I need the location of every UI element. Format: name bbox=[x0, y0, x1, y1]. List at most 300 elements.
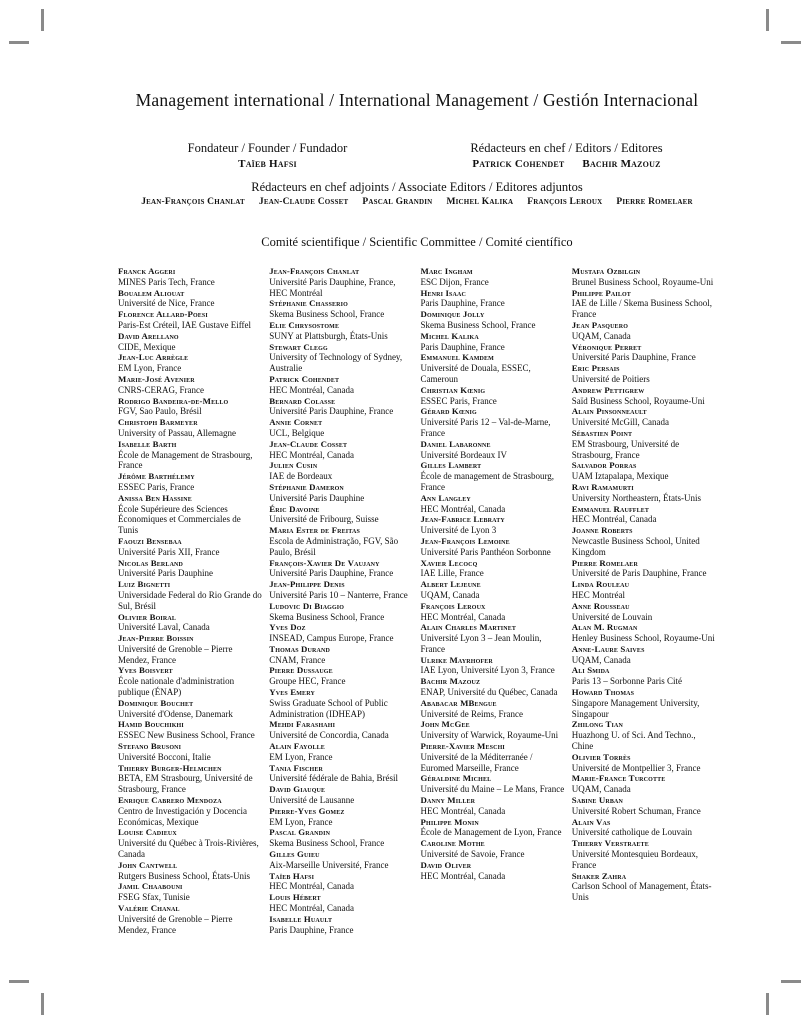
member-name: Jean-Luc Arrègle bbox=[118, 352, 189, 363]
committee-member bbox=[118, 417, 262, 439]
member-affiliation: Paris-Est Créteil, IAE Gustave Eiffel bbox=[118, 319, 252, 330]
committee-member bbox=[118, 471, 262, 493]
committee-member bbox=[269, 741, 413, 763]
committee-member bbox=[421, 795, 565, 817]
committee-member bbox=[269, 914, 413, 936]
member-affiliation: Singapore Management University, Singapour bbox=[571, 697, 700, 719]
crop-mark-bottom-right-horizontal bbox=[781, 980, 801, 983]
member-name: Emmanuel Kamdem bbox=[420, 352, 494, 363]
committee-member bbox=[421, 601, 565, 623]
member-affiliation: Groupe HEC, France bbox=[269, 676, 346, 687]
member-name: Christian Kœnig bbox=[420, 384, 486, 395]
committee-member bbox=[118, 439, 262, 471]
member-affiliation: Paris Dauphine, France bbox=[420, 298, 505, 309]
member-affiliation: Saïd Business School, Royaume-Uni bbox=[571, 395, 705, 406]
committee-member bbox=[421, 676, 565, 698]
committee-heading: Comité scientifique / Scientific Committee / Comité científico bbox=[261, 235, 573, 249]
member-name: Alain Charles Martinet bbox=[420, 622, 517, 633]
committee-member bbox=[572, 719, 716, 751]
member-affiliation: Université Paris Dauphine, France, HEC Montréal bbox=[269, 276, 396, 298]
committee-member bbox=[572, 525, 716, 557]
member-name: Ulrike Mayrhofer bbox=[420, 654, 493, 665]
member-affiliation: École de management de Strasbourg, France bbox=[420, 471, 555, 492]
member-affiliation: SUNY at Plattsburgh, États-Unis bbox=[269, 330, 388, 341]
member-affiliation: Skema Business School, France bbox=[269, 309, 385, 320]
committee-member bbox=[269, 784, 413, 806]
member-affiliation: Université Robert Schuman, France bbox=[571, 805, 701, 816]
member-affiliation: Université Bordeaux IV bbox=[420, 449, 507, 460]
crop-mark-top-left-vertical bbox=[41, 9, 44, 31]
member-affiliation: Université de Louvain bbox=[571, 611, 653, 622]
associate-editors-heading: Rédacteurs en chef adjoints / Associate Editors / Editores adjuntos bbox=[251, 180, 583, 194]
member-affiliation: HEC Montréal, Canada bbox=[420, 870, 506, 881]
member-affiliation: ESSEC Paris, France bbox=[420, 395, 497, 406]
crop-mark-top-right-horizontal bbox=[781, 41, 801, 44]
committee-member bbox=[572, 363, 716, 385]
member-affiliation: Centro de Investigación y Docencia Económicas, Mexique bbox=[118, 805, 247, 827]
committee-member bbox=[269, 665, 413, 687]
member-name: Stéphanie Chasserio bbox=[269, 298, 348, 309]
committee-member bbox=[572, 773, 716, 795]
member-name: Marc Ingham bbox=[420, 266, 473, 276]
committee-column bbox=[118, 266, 262, 935]
member-affiliation: University Northeastern, États-Unis bbox=[571, 492, 701, 503]
committee-member bbox=[269, 601, 413, 623]
committee-member bbox=[572, 558, 716, 580]
member-name: Jamil Chaabouni bbox=[118, 881, 183, 892]
member-affiliation: BETA, EM Strasbourg, Université de Strasbourg, France bbox=[118, 773, 253, 795]
member-name: Jean-François Lemoine bbox=[420, 535, 510, 546]
committee-member bbox=[269, 298, 413, 320]
crop-mark-bottom-left-horizontal bbox=[9, 980, 29, 983]
committee-member bbox=[572, 342, 716, 364]
member-name: Henri Isaac bbox=[420, 287, 466, 298]
committee-member bbox=[118, 633, 262, 665]
member-affiliation: CNAM, France bbox=[269, 654, 326, 665]
member-name: Zhilong Tian bbox=[571, 719, 623, 730]
member-name: Gilles Lambert bbox=[420, 460, 482, 471]
committee-member bbox=[421, 288, 565, 310]
founder-block bbox=[118, 141, 417, 171]
member-affiliation: Université de Nice, France bbox=[118, 298, 215, 309]
member-name: Alain Vas bbox=[571, 816, 611, 827]
member-name: Ludovic Di Biaggio bbox=[269, 600, 345, 611]
member-affiliation: Université Lyon 3 – Jean Moulin, France bbox=[420, 633, 542, 654]
member-affiliation: Université Paris 10 – Nanterre, France bbox=[269, 589, 408, 600]
committee-member bbox=[421, 266, 565, 288]
member-affiliation: UAM Iztapalapa, Mexique bbox=[571, 471, 669, 482]
committee-member bbox=[421, 817, 565, 839]
committee-member bbox=[421, 719, 565, 741]
member-name: Alain Fayolle bbox=[269, 741, 325, 752]
member-name: Enrique Cabrero Mendoza bbox=[118, 795, 222, 806]
member-name: Thierry Burger-Helmchen bbox=[118, 762, 222, 773]
member-affiliation: ESC Dijon, France bbox=[420, 276, 489, 287]
member-name: Daniel Labaronne bbox=[420, 438, 491, 449]
member-name: Howard Thomas bbox=[571, 687, 635, 698]
member-name: Sébastien Point bbox=[571, 427, 633, 438]
member-name: John McGee bbox=[420, 719, 470, 730]
member-name: Pierre-Xavier Meschi bbox=[420, 741, 505, 752]
member-affiliation: Université Paris Dauphine, France bbox=[269, 406, 394, 417]
member-affiliation: École de Management de Strasbourg, France bbox=[118, 449, 253, 471]
member-name: Bernard Colasse bbox=[269, 395, 336, 406]
associate-editors-block bbox=[118, 180, 716, 209]
member-affiliation: Universidade Federal do Rio Grande do Sul, Brésil bbox=[118, 589, 262, 611]
page-content bbox=[118, 90, 716, 935]
committee-member bbox=[269, 525, 413, 557]
member-name: Florence Allard-Poesi bbox=[118, 309, 208, 320]
journal-title: Management international / International Management / Gestión Internacional bbox=[135, 90, 699, 110]
editorial-header-row bbox=[118, 141, 716, 171]
member-name: Elie Chrysostome bbox=[269, 319, 340, 330]
committee-member bbox=[572, 795, 716, 817]
member-affiliation: Université de la Méditerranée / Euromed Marseille, France bbox=[420, 751, 533, 773]
committee-member bbox=[572, 385, 716, 407]
member-affiliation: IAE Lille, France bbox=[420, 568, 484, 579]
member-name: Rodrigo Bandeira-de-Mello bbox=[118, 395, 229, 406]
committee-member bbox=[421, 860, 565, 882]
member-name: Patrick Cohendet bbox=[269, 373, 340, 384]
committee-member bbox=[421, 309, 565, 331]
member-name: Joanne Roberts bbox=[571, 525, 633, 536]
member-affiliation: Université McGill, Canada bbox=[571, 417, 669, 428]
member-affiliation: Brunel Business School, Royaume-Uni bbox=[571, 276, 714, 287]
member-affiliation: Université Montesquieu Bordeaux, France bbox=[571, 849, 698, 870]
associate-editor-name: Pierre Romelaer bbox=[616, 197, 693, 207]
committee-member bbox=[421, 514, 565, 536]
committee-member bbox=[118, 536, 262, 558]
member-name: Shaker Zahra bbox=[571, 870, 627, 881]
member-affiliation: Université de Grenoble – Pierre Mendez, France bbox=[118, 913, 233, 935]
member-affiliation: Escola de Administração, FGV, São Paulo, Brésil bbox=[269, 535, 399, 557]
committee-member bbox=[421, 622, 565, 654]
member-name: Caroline Mothe bbox=[420, 838, 485, 849]
member-affiliation: HEC Montréal, Canada bbox=[420, 805, 506, 816]
committee-member bbox=[118, 795, 262, 827]
member-affiliation: Université de Paris Dauphine, France bbox=[571, 568, 707, 579]
member-name: Taïeb Hafsi bbox=[269, 870, 315, 881]
committee-member bbox=[572, 482, 716, 504]
member-affiliation: ENAP, Université du Québec, Canada bbox=[420, 687, 558, 698]
member-affiliation: Université de Savoie, France bbox=[420, 849, 525, 860]
committee-member bbox=[118, 288, 262, 310]
committee-member bbox=[421, 741, 565, 773]
member-name: Bachir Mazouz bbox=[420, 676, 481, 687]
founder-heading: Fondateur / Founder / Fundador bbox=[187, 141, 348, 155]
committee-member bbox=[269, 763, 413, 785]
member-affiliation: Université Paris Dauphine, France bbox=[269, 568, 394, 579]
committee-member bbox=[421, 536, 565, 558]
member-affiliation: Skema Business School, France bbox=[420, 319, 536, 330]
committee-member bbox=[118, 741, 262, 763]
member-name: Ababacar MBengue bbox=[420, 697, 497, 708]
member-affiliation: HEC Montréal, Canada bbox=[269, 881, 354, 892]
member-affiliation: Huazhong U. of Sci. And Techno., Chine bbox=[571, 730, 696, 752]
member-affiliation: Paris Dauphine, France bbox=[269, 924, 354, 935]
founder-name: Taïeb Hafsi bbox=[238, 158, 297, 170]
member-affiliation: Université de Poitiers bbox=[571, 373, 650, 384]
member-affiliation: HEC Montréal bbox=[571, 589, 625, 600]
committee-member bbox=[421, 773, 565, 795]
committee-member bbox=[118, 579, 262, 611]
member-name: Véronique Perret bbox=[571, 341, 642, 352]
member-affiliation: FGV, Sao Paulo, Brésil bbox=[118, 406, 202, 417]
member-affiliation: EM Strasbourg, Université de Strasbourg, France bbox=[571, 438, 680, 460]
member-name: Anissa Ben Hassine bbox=[118, 492, 192, 503]
committee-member bbox=[269, 374, 413, 396]
member-affiliation: Université Laval, Canada bbox=[118, 622, 210, 633]
member-name: Ann Langley bbox=[420, 492, 471, 503]
committee-member bbox=[118, 698, 262, 720]
member-affiliation: IAE Lyon, Université Lyon 3, France bbox=[420, 665, 555, 676]
committee-member bbox=[118, 665, 262, 697]
member-affiliation: CNRS-CERAG, France bbox=[118, 384, 204, 395]
member-name: Jean-François Chanlat bbox=[269, 266, 360, 276]
committee-member bbox=[269, 687, 413, 719]
member-name: Sabine Urban bbox=[571, 795, 624, 806]
member-name: Pierre-Yves Gomez bbox=[269, 805, 345, 816]
member-affiliation: Université Paris XII, France bbox=[118, 546, 220, 557]
committee-member bbox=[421, 698, 565, 720]
member-affiliation: École nationale d'administration publique (ÉNAP) bbox=[118, 676, 235, 698]
associate-editor-name: Jean-Claude Cosset bbox=[258, 197, 349, 207]
member-affiliation: UQAM, Canada bbox=[571, 654, 631, 665]
member-affiliation: Aix-Marseille Université, France bbox=[269, 859, 389, 870]
member-affiliation: Université de Lausanne bbox=[269, 795, 355, 806]
associate-editor-name: Pascal Grandin bbox=[362, 197, 433, 207]
member-name: Anne-Laure Saives bbox=[571, 643, 645, 654]
member-name: Yves Boisvert bbox=[118, 665, 173, 676]
member-affiliation: ESSEC Paris, France bbox=[118, 481, 195, 492]
committee-member bbox=[269, 871, 413, 893]
committee-member bbox=[118, 827, 262, 859]
crop-mark-top-right-vertical bbox=[766, 9, 769, 31]
member-affiliation: Carlson School of Management, États-Unis bbox=[571, 881, 712, 903]
member-affiliation: École de Management de Lyon, France bbox=[420, 827, 562, 838]
member-affiliation: École Supérieure des Sciences Économiques et Commerciales de Tunis bbox=[118, 503, 241, 536]
committee-member bbox=[421, 460, 565, 492]
committee-member bbox=[118, 374, 262, 396]
editors-names bbox=[417, 157, 716, 171]
member-name: Isabelle Barth bbox=[118, 438, 177, 449]
committee-member bbox=[269, 622, 413, 644]
member-affiliation: Newcastle Business School, United Kingdom bbox=[571, 535, 700, 557]
committee-member bbox=[572, 752, 716, 774]
member-affiliation: Université Paris 12 – Val-de-Marne, France bbox=[420, 417, 551, 438]
committee-member bbox=[421, 838, 565, 860]
member-affiliation: INSEAD, Campus Europe, France bbox=[269, 633, 394, 644]
member-name: Louise Cadieux bbox=[118, 827, 177, 838]
committee-member bbox=[572, 622, 716, 644]
member-affiliation: UCL, Belgique bbox=[269, 427, 325, 438]
member-name: Gérard Kœnig bbox=[420, 406, 477, 417]
member-affiliation: HEC Montréal, Canada bbox=[269, 903, 354, 914]
member-affiliation: IAE de Lille / Skema Business School, France bbox=[571, 298, 712, 320]
member-name: Stefano Brusoni bbox=[118, 741, 182, 752]
member-affiliation: EM Lyon, France bbox=[118, 363, 182, 374]
member-name: David Giauque bbox=[269, 784, 326, 795]
committee-member bbox=[572, 504, 716, 526]
associate-editor-name: François Leroux bbox=[527, 197, 603, 207]
member-name: Alain Pinsonneault bbox=[571, 406, 647, 417]
committee-member bbox=[269, 579, 413, 601]
committee-member bbox=[269, 504, 413, 526]
committee-member bbox=[572, 579, 716, 601]
member-name: Isabelle Huault bbox=[269, 913, 333, 924]
committee-member bbox=[572, 460, 716, 482]
member-affiliation: Université de Fribourg, Suisse bbox=[269, 514, 379, 525]
member-name: Dominique Bouchet bbox=[118, 697, 194, 708]
member-affiliation: Université fédérale de Bahia, Brésil bbox=[269, 773, 398, 784]
committee-member bbox=[269, 719, 413, 741]
member-affiliation: Rutgers Business School, États-Unis bbox=[118, 870, 250, 881]
crop-mark-top-left-horizontal bbox=[9, 41, 29, 44]
member-affiliation: CIDE, Mexique bbox=[118, 341, 176, 352]
committee-member bbox=[572, 687, 716, 719]
committee-member bbox=[421, 331, 565, 353]
member-name: Pierre Dussauge bbox=[269, 665, 333, 676]
member-name: Jean-Philippe Denis bbox=[269, 579, 345, 590]
member-name: Ali Smida bbox=[571, 665, 610, 676]
crop-mark-bottom-right-vertical bbox=[766, 993, 769, 1015]
member-name: Thierry Verstraete bbox=[571, 838, 649, 849]
member-name: Xavier Lecocq bbox=[420, 557, 478, 568]
crop-mark-bottom-left-vertical bbox=[41, 993, 44, 1015]
member-affiliation: Université Paris Dauphine, France bbox=[571, 352, 696, 363]
member-name: Stewart Clegg bbox=[269, 341, 328, 352]
member-name: Pierre Romelaer bbox=[571, 557, 638, 568]
member-name: Anne Rousseau bbox=[571, 600, 630, 611]
member-affiliation: Université de Douala, ESSEC, Cameroun bbox=[420, 363, 531, 384]
member-name: Julien Cusin bbox=[269, 460, 318, 471]
member-affiliation: UQAM, Canada bbox=[420, 589, 480, 600]
committee-member bbox=[118, 352, 262, 374]
founder-names bbox=[118, 157, 417, 171]
member-name: David Arellano bbox=[118, 330, 179, 341]
member-name: Géraldine Michel bbox=[420, 773, 492, 784]
member-name: Luiz Bignetti bbox=[118, 579, 171, 590]
committee-member bbox=[421, 352, 565, 384]
committee-member bbox=[572, 871, 716, 903]
member-affiliation: Université Bocconi, Italie bbox=[118, 751, 211, 762]
member-affiliation: Swiss Graduate School of Public Administration (IDHEAP) bbox=[269, 697, 388, 719]
member-affiliation: University of Passau, Allemagne bbox=[118, 427, 236, 438]
committee-member bbox=[572, 428, 716, 460]
member-name: Jean-Pierre Boissin bbox=[118, 633, 194, 644]
member-name: Eric Persais bbox=[571, 363, 620, 374]
member-name: Nicolas Berland bbox=[118, 557, 184, 568]
committee-member bbox=[118, 860, 262, 882]
committee-member bbox=[118, 493, 262, 536]
committee-member bbox=[118, 763, 262, 795]
member-name: Boualem Aliouat bbox=[118, 287, 185, 298]
member-name: Jérôme Barthélemy bbox=[118, 471, 195, 482]
member-name: François-Xavier De Vaujany bbox=[269, 557, 380, 568]
committee-member bbox=[269, 266, 413, 298]
member-name: Linda Rouleau bbox=[571, 579, 630, 590]
member-affiliation: IAE de Bordeaux bbox=[269, 471, 333, 482]
committee-member bbox=[572, 266, 716, 288]
committee-member bbox=[421, 439, 565, 461]
committee-member bbox=[118, 266, 262, 288]
committee-member bbox=[269, 482, 413, 504]
member-name: Emmanuel Raufflet bbox=[571, 503, 650, 514]
committee-member bbox=[118, 719, 262, 741]
committee-member bbox=[421, 406, 565, 438]
member-affiliation: ESSEC New Business School, France bbox=[118, 730, 255, 741]
member-affiliation: EM Lyon, France bbox=[269, 816, 333, 827]
member-affiliation: MINES Paris Tech, France bbox=[118, 276, 215, 287]
committee-member bbox=[118, 309, 262, 331]
member-affiliation: FSEG Sfax, Tunisie bbox=[118, 892, 190, 903]
associate-editor-name: Jean-François Chanlat bbox=[141, 197, 245, 207]
member-name: Ravi Ramamurti bbox=[571, 481, 634, 492]
member-name: Christoph Barmeyer bbox=[118, 417, 198, 428]
committee-member bbox=[572, 320, 716, 342]
member-name: Marie-France Turcotte bbox=[571, 773, 666, 784]
member-name: Andrew Pettigrew bbox=[571, 384, 645, 395]
member-name: Danny Miller bbox=[420, 795, 476, 806]
member-name: Valérie Chanal bbox=[118, 903, 180, 914]
member-name: Éric Davoine bbox=[269, 503, 320, 514]
committee-member bbox=[421, 655, 565, 677]
committee-member bbox=[421, 558, 565, 580]
member-name: Marie-José Avenier bbox=[118, 373, 195, 384]
member-affiliation: Skema Business School, France bbox=[269, 838, 385, 849]
member-name: Louis Hébert bbox=[269, 892, 321, 903]
member-name: Gilles Guieu bbox=[269, 849, 320, 860]
member-name: Yves Emery bbox=[269, 687, 315, 698]
member-affiliation: HEC Montréal, Canada bbox=[420, 503, 506, 514]
committee-member bbox=[118, 903, 262, 935]
committee-member bbox=[572, 838, 716, 870]
member-name: François Leroux bbox=[420, 600, 486, 611]
member-affiliation: HEC Montréal, Canada bbox=[420, 611, 506, 622]
member-affiliation: Université Paris Panthéon Sorbonne bbox=[420, 546, 551, 557]
committee-member bbox=[269, 827, 413, 849]
member-affiliation: Université du Québec à Trois-Rivières, Canada bbox=[118, 838, 259, 860]
member-name: Annie Cornet bbox=[269, 417, 323, 428]
member-name: Faouzi Bensebaa bbox=[118, 535, 182, 546]
member-name: Salvador Porras bbox=[571, 460, 637, 471]
member-name: Olivier Boiral bbox=[118, 611, 177, 622]
member-affiliation: Université Paris Dauphine bbox=[269, 492, 365, 503]
committee-member bbox=[269, 439, 413, 461]
committee-member bbox=[269, 644, 413, 666]
member-affiliation: Skema Business School, France bbox=[269, 611, 385, 622]
committee-member bbox=[269, 892, 413, 914]
committee-member bbox=[572, 406, 716, 428]
committee-member bbox=[118, 558, 262, 580]
member-affiliation: Université du Maine – Le Mans, France bbox=[420, 784, 565, 795]
member-affiliation: Université d'Odense, Danemark bbox=[118, 708, 233, 719]
member-name: Pascal Grandin bbox=[269, 827, 331, 838]
committee-member bbox=[572, 644, 716, 666]
associate-editor-name: Michel Kalika bbox=[446, 197, 514, 207]
member-name: Jean-Claude Cosset bbox=[269, 438, 348, 449]
member-affiliation: Université de Concordia, Canada bbox=[269, 730, 389, 741]
committee-member bbox=[572, 817, 716, 839]
editors-in-chief-block bbox=[417, 141, 716, 171]
member-affiliation: UQAM, Canada bbox=[571, 330, 631, 341]
committee-member bbox=[269, 806, 413, 828]
member-affiliation: HEC Montréal, Canada bbox=[269, 449, 354, 460]
editor-in-chief-name: Patrick Cohendet bbox=[472, 158, 565, 170]
member-name: Mustafa Ozbilgin bbox=[571, 266, 641, 276]
committee-member bbox=[421, 493, 565, 515]
member-name: Yves Doz bbox=[269, 622, 306, 633]
